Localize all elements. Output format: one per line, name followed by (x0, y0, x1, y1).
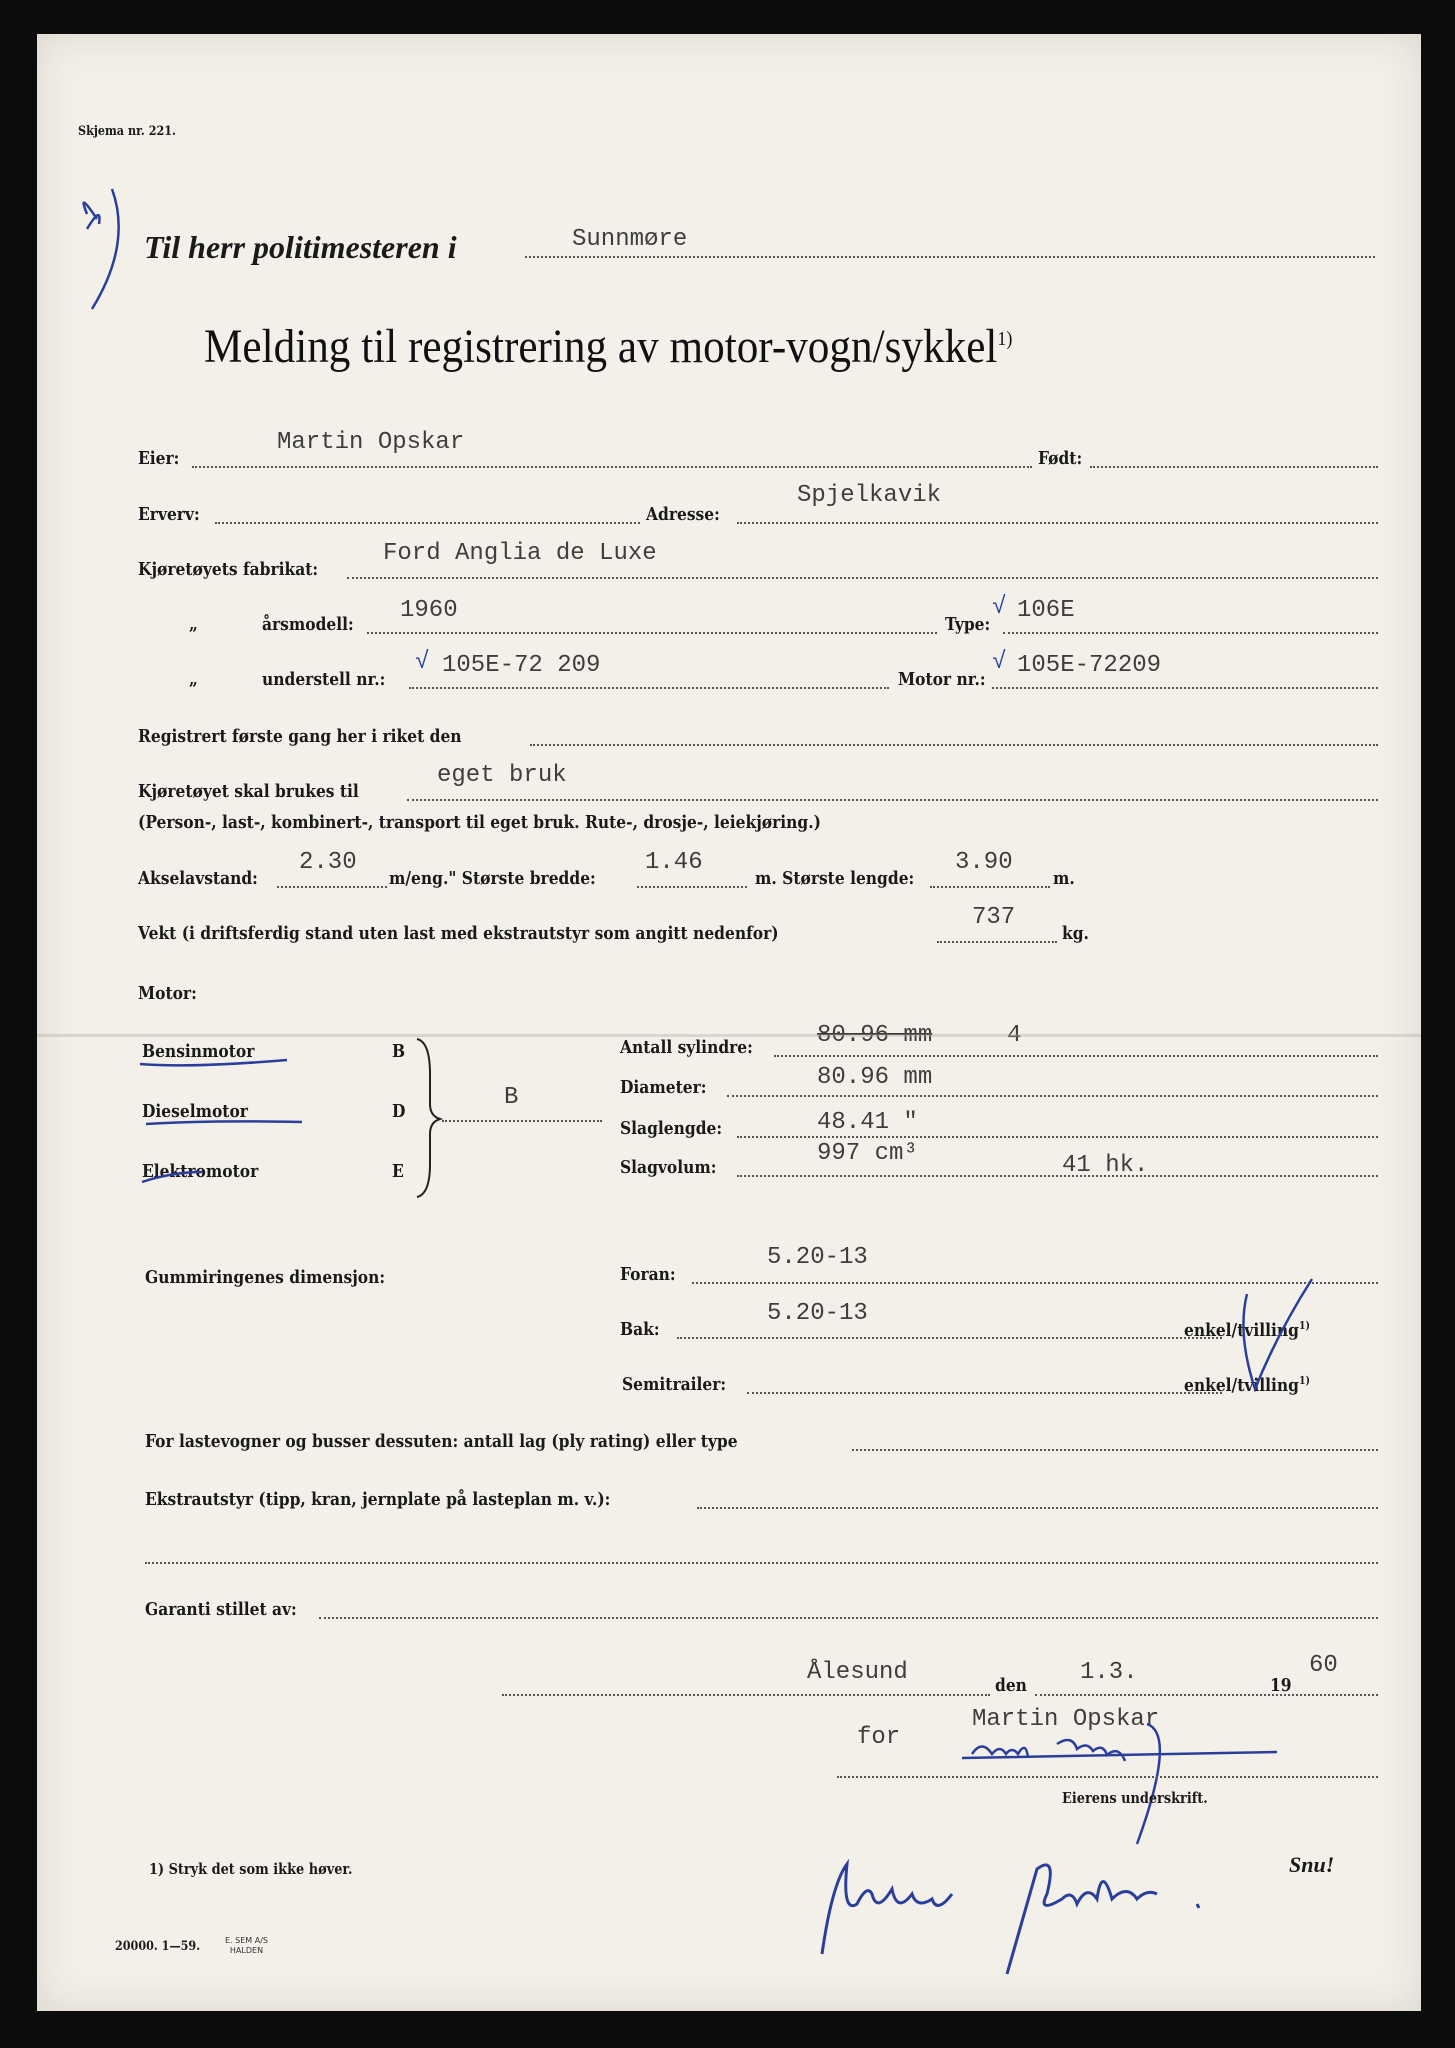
diameter-value: 80.96 mm (817, 1064, 933, 1091)
check-mark-icon: √ (992, 649, 1007, 676)
rear-single-twin-label: enkel/tvilling$^{1)}$ (1184, 1319, 1311, 1341)
brace-icon (412, 1034, 442, 1204)
motor-selection-line (442, 1120, 602, 1122)
cylinders-label: Antall sylindre: (620, 1037, 753, 1058)
type-label: Type: (945, 614, 991, 635)
chassis-line (409, 687, 889, 689)
semitrailer-line (747, 1392, 1222, 1394)
usage-label: Kjøretøyet skal brukes til (138, 781, 359, 802)
usage-value: eget bruk (437, 762, 567, 789)
power-value: 41 hk. (1062, 1152, 1149, 1179)
front-tire-value: 5.20-13 (767, 1244, 868, 1271)
chassis-label: understell nr.: (262, 669, 386, 690)
cylinders-struck-value: 80.96 mm (817, 1022, 933, 1049)
length-unit: m. (1053, 868, 1075, 889)
form-title: Melding til registrering av motor-vogn/sykkel$^{1)}$ (204, 320, 1013, 373)
addressee-label: Til herr politimesteren i (144, 229, 457, 265)
year-value: 60 (1309, 1652, 1338, 1679)
stroke-label: Slaglengde: (620, 1118, 723, 1139)
first-registration-label: Registrert første gang her i riket den (138, 726, 462, 747)
equipment-line-2 (145, 1562, 1378, 1564)
make-line (347, 577, 1378, 579)
rear-tire-line (677, 1337, 1222, 1339)
length-value: 3.90 (955, 849, 1013, 876)
model-year-label: årsmodell: (262, 614, 354, 635)
type-line (1003, 632, 1378, 634)
usage-line (407, 799, 1378, 801)
place-line (502, 1694, 990, 1696)
owner-signature (797, 1844, 1277, 1984)
trucks-line (852, 1449, 1378, 1451)
rear-tire-value: 5.20-13 (767, 1300, 868, 1327)
width-line (637, 886, 747, 888)
equipment-line (697, 1507, 1378, 1509)
ditto-mark: „ (189, 614, 198, 635)
check-mark-icon (1227, 1274, 1317, 1404)
underline-marks-icon (132, 1054, 352, 1194)
date-line (1035, 1694, 1378, 1696)
semitrailer-label: Semitrailer: (622, 1374, 727, 1395)
semitrailer-single-twin-label: enkel/tvilling$^{1)}$ (1184, 1374, 1311, 1396)
guarantee-line (319, 1617, 1378, 1619)
equipment-label: Ekstrautstyr (tipp, kran, jernplate på lasteplan m. v.): (145, 1489, 611, 1510)
owner-label: Eier: (138, 448, 180, 469)
stroke-line (737, 1136, 1378, 1138)
rear-tire-label: Bak: (620, 1319, 660, 1340)
displacement-value: 997 cm³ (817, 1140, 918, 1167)
motor-type-petrol: Bensinmotor (142, 1041, 255, 1062)
born-label: Født: (1038, 448, 1083, 469)
place-value: Ålesund (807, 1659, 908, 1686)
owner-signature-label: Eierens underskrift. (1062, 1789, 1208, 1807)
printer-name: E. SEM A/S (225, 1936, 268, 1945)
guarantee-label: Garanti stillet av: (145, 1599, 297, 1620)
engine-no-value: 105E-72209 (1017, 652, 1162, 679)
motor-code-diesel: D (392, 1101, 406, 1122)
model-year-line (367, 632, 937, 634)
displacement-line (737, 1175, 1378, 1177)
handwritten-x-mark-icon (57, 184, 137, 314)
form-number: Skjema nr. 221. (78, 124, 176, 139)
chassis-value: 105E-72 209 (442, 652, 601, 679)
model-year-value: 1960 (400, 597, 458, 624)
date-label: den (995, 1675, 1027, 1696)
on-behalf-name: Martin Opskar (972, 1706, 1160, 1733)
motor-code-electric: E (392, 1161, 404, 1182)
registration-form (37, 34, 1421, 2011)
cylinders-line (774, 1055, 1378, 1057)
displacement-label: Slagvolum: (620, 1157, 717, 1178)
printer-info (225, 1936, 268, 1956)
check-mark-icon: √ (992, 594, 1007, 621)
weight-line (937, 941, 1057, 943)
width-unit-length-label: m. Største lengde: (755, 868, 915, 889)
width-value: 1.46 (645, 849, 703, 876)
make-value: Ford Anglia de Luxe (383, 540, 657, 567)
year-prefix: 19 (1270, 1675, 1292, 1696)
address-label: Adresse: (646, 504, 720, 525)
wheelbase-line (277, 886, 387, 888)
address-line (737, 522, 1378, 524)
motor-code-petrol: B (392, 1041, 406, 1062)
wheelbase-unit-width-label: m/eng." Største bredde: (389, 868, 596, 889)
printer-city: HALDEN (229, 1946, 264, 1955)
signature-line (837, 1776, 1378, 1778)
born-line (1090, 466, 1378, 468)
print-info: 20000. 1—59. (115, 1939, 201, 1954)
weight-label: Vekt (i driftsferdig stand uten last med ekstrautstyr som angitt nedenfor) (138, 923, 779, 944)
date-value: 1.3. (1080, 1659, 1138, 1686)
type-value: 106E (1017, 597, 1075, 624)
for-label: for (857, 1724, 901, 1751)
make-label: Kjøretøyets fabrikat: (138, 559, 319, 580)
weight-unit: kg. (1062, 923, 1089, 944)
motor-label: Motor: (138, 983, 197, 1004)
occupation-line (215, 522, 640, 524)
diameter-line (727, 1095, 1378, 1097)
addressee-value: Sunnmøre (572, 226, 688, 253)
occupation-label: Erverv: (138, 504, 200, 525)
owner-line (192, 466, 1032, 468)
wheelbase-value: 2.30 (299, 849, 357, 876)
front-tire-label: Foran: (620, 1264, 676, 1285)
stroke-value: 48.41 " (817, 1109, 918, 1136)
addressee-line (525, 256, 1375, 258)
turn-over-label: Snu! (1289, 1852, 1335, 1877)
check-mark-icon: √ (415, 649, 430, 676)
wheelbase-label: Akselavstand: (138, 868, 258, 889)
motor-type-diesel: Dieselmotor (142, 1101, 248, 1122)
weight-value: 737 (972, 904, 1016, 931)
trucks-label: For lastevogner og busser dessuten: antall lag (ply rating) eller type (145, 1431, 738, 1452)
engine-no-line (992, 687, 1378, 689)
address-value: Spjelkavik (797, 482, 942, 509)
cylinders-value: 4 (1007, 1022, 1022, 1049)
motor-type-electric: Elektromotor (142, 1161, 259, 1182)
ditto-mark: „ (189, 669, 198, 690)
tires-label: Gummiringenes dimensjon: (145, 1267, 386, 1288)
owner-value: Martin Opskar (277, 429, 465, 456)
length-line (930, 886, 1050, 888)
first-registration-line (530, 744, 1378, 746)
footnote: 1) Stryk det som ikke høver. (149, 1860, 353, 1878)
diameter-label: Diameter: (620, 1077, 707, 1098)
engine-no-label: Motor nr.: (898, 669, 986, 690)
motor-selected-code: B (504, 1084, 519, 1111)
usage-hint: (Person-, last-, kombinert-, transport til eget bruk. Rute-, drosje-, leiekjøring.) (138, 812, 821, 833)
